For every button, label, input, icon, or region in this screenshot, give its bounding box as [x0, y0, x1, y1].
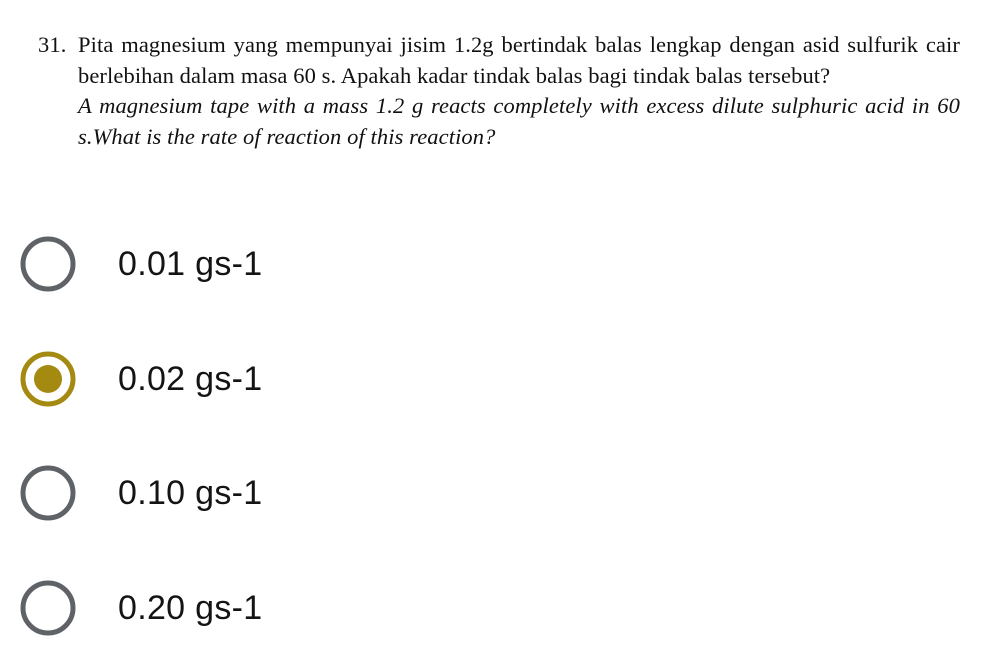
radio-unchecked-icon[interactable]: [18, 578, 78, 638]
question-text-english: A magnesium tape with a mass 1.2 g reacts completely with excess dilute sulphuric acid in 60 s.What is the rate of reaction of this reaction?: [78, 93, 960, 149]
answer-option-2[interactable]: [18, 349, 262, 409]
answer-option-4[interactable]: [18, 578, 262, 638]
answer-option-label: 0.02 gs-1: [118, 359, 263, 398]
radio-checked-icon[interactable]: [18, 349, 78, 409]
answer-option-label: 0.01 gs-1: [118, 244, 263, 283]
answer-option-label: 0.20 gs-1: [118, 588, 263, 627]
answer-option-3[interactable]: [18, 463, 262, 523]
question-text-malay: Pita magnesium yang mempunyai jisim 1.2g bertindak balas lengkap dengan asid sulfurik cair berlebihan dalam masa 60 s. Apakah kadar tindak balas bagi tindak balas tersebut?: [78, 32, 960, 88]
answer-option-label: 0.10 gs-1: [118, 473, 263, 512]
answer-option-1[interactable]: [18, 234, 262, 294]
radio-unchecked-icon[interactable]: [18, 234, 78, 294]
radio-unchecked-icon[interactable]: [18, 463, 78, 523]
question-number: 31.: [38, 32, 67, 57]
